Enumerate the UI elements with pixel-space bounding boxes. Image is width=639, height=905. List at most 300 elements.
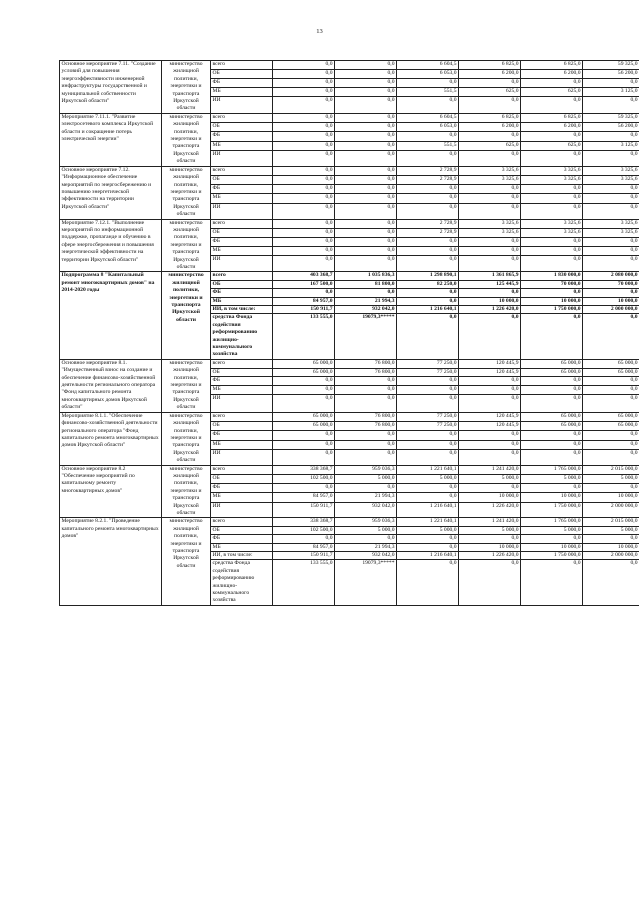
amount-cell: 0,0 — [397, 289, 459, 297]
amount-cell: 0,0 — [397, 377, 459, 386]
amount-cell: 0,0 — [335, 431, 397, 440]
measure-name-cell: Мероприятие 7.11.1. "Развитие электросетевого комплекса Иркутской области и сокращение потерь электрической энергии" — [60, 113, 162, 166]
amount-cell: 0,0 — [459, 97, 521, 114]
amount-cell: 0,0 — [521, 431, 583, 440]
amount-cell: 1 035 836,3 — [335, 272, 397, 280]
amount-cell: 6 200,0 — [459, 70, 521, 79]
amount-cell: 21 994,3 — [335, 543, 397, 551]
amount-cell: 2 000 000,0 — [583, 502, 639, 518]
amount-cell: 65 000,0 — [583, 422, 639, 431]
amount-cell: 0,0 — [335, 535, 397, 543]
amount-cell: 0,0 — [335, 185, 397, 194]
amount-cell: 625,0 — [459, 88, 521, 97]
amount-cell: 0,0 — [273, 255, 335, 271]
table-row — [60, 166, 639, 175]
funding-source-cell: ОБ — [211, 280, 273, 288]
amount-cell: 0,0 — [583, 79, 639, 88]
amount-cell: 0,0 — [273, 289, 335, 297]
amount-cell: 0,0 — [335, 255, 397, 271]
table-row — [60, 465, 639, 474]
amount-cell: 0,0 — [397, 194, 459, 203]
amount-cell: 0,0 — [583, 484, 639, 493]
amount-cell: 150 911,7 — [273, 552, 335, 560]
amount-cell: 5 000,0 — [335, 474, 397, 483]
measure-name-cell: Мероприятие 7.12.1. "Выполнение мероприятий по информационной поддержке, пропаганде и обучению в сфере энергосбережения и повышения энергетической эффективности на территории Иркутской области" — [60, 219, 162, 272]
amount-cell: 76 800,0 — [335, 412, 397, 421]
amount-cell: 3 325,6 — [521, 219, 583, 228]
funding-source-cell: ОБ — [211, 70, 273, 79]
amount-cell: 0,0 — [335, 151, 397, 167]
amount-cell: 932 042,0 — [335, 502, 397, 518]
amount-cell: 102 500,0 — [273, 526, 335, 534]
executor-cell: министерство жилищной политики, энергетики и транспорта Иркутской области — [162, 518, 211, 605]
funding-source-cell: всего — [211, 272, 273, 280]
amount-cell: 0,0 — [335, 219, 397, 228]
amount-cell: 0,0 — [459, 560, 521, 605]
amount-cell: 0,0 — [397, 493, 459, 502]
budget-table — [59, 60, 639, 606]
amount-cell: 0,0 — [521, 194, 583, 203]
amount-cell: 125 445,9 — [459, 280, 521, 288]
amount-cell: 59 325,0 — [583, 61, 639, 70]
amount-cell: 0,0 — [583, 237, 639, 246]
amount-cell: 0,0 — [521, 450, 583, 465]
funding-source-cell: МБ — [211, 141, 273, 150]
amount-cell: 0,0 — [273, 246, 335, 255]
amount-cell: 0,0 — [583, 377, 639, 386]
amount-cell: 0,0 — [459, 194, 521, 203]
amount-cell: 6 053,0 — [397, 123, 459, 132]
amount-cell: 1 216 640,1 — [397, 306, 459, 314]
amount-cell: 3 125,0 — [583, 141, 639, 150]
funding-source-cell: ИИ — [211, 97, 273, 114]
amount-cell: 0,0 — [335, 377, 397, 386]
measure-name-cell: Мероприятие 8.1.1. "Обеспечение финансово-хозяйственной деятельности регионального оператора "Фонд капитального ремонта многоквартирных домов Иркутской области" — [60, 412, 162, 465]
amount-cell: 1 750 000,0 — [521, 502, 583, 518]
table-row — [60, 61, 639, 70]
amount-cell: 56 200,0 — [583, 123, 639, 132]
amount-cell: 0,0 — [521, 237, 583, 246]
amount-cell: 77 250,0 — [397, 368, 459, 377]
amount-cell: 2 728,9 — [397, 219, 459, 228]
funding-source-cell: всего — [211, 518, 273, 526]
amount-cell: 0,0 — [335, 61, 397, 70]
amount-cell: 3 325,6 — [459, 166, 521, 175]
amount-cell: 6 053,0 — [397, 70, 459, 79]
amount-cell: 0,0 — [459, 151, 521, 167]
funding-source-cell: МБ — [211, 386, 273, 395]
amount-cell: 0,0 — [397, 79, 459, 88]
amount-cell: 65 000,0 — [273, 422, 335, 431]
amount-cell: 1 765 000,0 — [521, 465, 583, 474]
measure-name-cell: Основное мероприятие 8.2 "Обеспечение мероприятий по капитальному ремонту многоквартирных домов" — [60, 465, 162, 518]
amount-cell: 0,0 — [583, 97, 639, 114]
funding-source-cell: МБ — [211, 493, 273, 502]
amount-cell: 0,0 — [397, 185, 459, 194]
amount-cell: 6 825,0 — [459, 113, 521, 122]
amount-cell: 0,0 — [397, 97, 459, 114]
amount-cell: 6 604,5 — [397, 113, 459, 122]
amount-cell: 59 325,0 — [583, 113, 639, 122]
amount-cell: 150 911,7 — [273, 502, 335, 518]
table-row — [60, 518, 639, 526]
amount-cell: 0,0 — [273, 132, 335, 141]
executor-cell: министерство жилищной политики, энергетики и транспорта Иркутской области — [162, 359, 211, 412]
amount-cell: 5 000,0 — [459, 474, 521, 483]
funding-source-cell: МБ — [211, 88, 273, 97]
amount-cell: 3 325,6 — [459, 228, 521, 237]
amount-cell: 76 800,0 — [335, 422, 397, 431]
funding-source-cell: ФБ — [211, 484, 273, 493]
amount-cell: 0,0 — [459, 314, 521, 359]
amount-cell: 2 080 000,0 — [583, 272, 639, 280]
amount-cell: 0,0 — [335, 113, 397, 122]
amount-cell: 1 241 420,0 — [459, 465, 521, 474]
amount-cell: 0,0 — [335, 289, 397, 297]
amount-cell: 2 000 000,0 — [583, 306, 639, 314]
funding-source-cell: ИИ — [211, 255, 273, 271]
amount-cell: 1 750 000,0 — [521, 306, 583, 314]
measure-name-cell: Подпрограмма 8 "Капитальный ремонт многоквартирных домов" на 2014-2020 годы — [60, 272, 162, 359]
funding-source-cell: ОБ — [211, 123, 273, 132]
amount-cell: 0,0 — [397, 255, 459, 271]
amount-cell: 2 728,9 — [397, 175, 459, 184]
amount-cell: 0,0 — [273, 194, 335, 203]
funding-source-cell: ИИ, в том числе: — [211, 306, 273, 314]
executor-cell: министерство жилищной политики, энергетики и транспорта Иркутской области — [162, 465, 211, 518]
amount-cell: 3 125,0 — [583, 88, 639, 97]
amount-cell: 0,0 — [583, 440, 639, 449]
amount-cell: 0,0 — [273, 141, 335, 150]
amount-cell: 959 036,3 — [335, 518, 397, 526]
amount-cell: 551,5 — [397, 141, 459, 150]
amount-cell: 625,0 — [521, 141, 583, 150]
funding-source-cell: ФБ — [211, 431, 273, 440]
amount-cell: 5 000,0 — [521, 526, 583, 534]
amount-cell: 1 241 420,0 — [459, 518, 521, 526]
amount-cell: 0,0 — [583, 185, 639, 194]
amount-cell: 0,0 — [521, 394, 583, 412]
funding-source-cell: ФБ — [211, 132, 273, 141]
amount-cell: 0,0 — [397, 132, 459, 141]
amount-cell: 0,0 — [397, 386, 459, 395]
amount-cell: 5 000,0 — [583, 474, 639, 483]
amount-cell: 0,0 — [459, 394, 521, 412]
amount-cell: 70 000,0 — [583, 280, 639, 288]
amount-cell: 0,0 — [335, 386, 397, 395]
amount-cell: 338 368,7 — [273, 465, 335, 474]
measure-name-cell: Основное мероприятие 7.12. "Информационное обеспечение мероприятий по энергосбережению и повышению энергетической эффективности на территории Иркутской области" — [60, 166, 162, 219]
measure-name-cell: Мероприятие 8.2.1. "Проведение капитального ремонта многоквартирных домов" — [60, 518, 162, 605]
amount-cell: 65 000,0 — [583, 359, 639, 368]
amount-cell: 0,0 — [273, 203, 335, 219]
funding-source-cell: всего — [211, 412, 273, 421]
amount-cell: 0,0 — [397, 203, 459, 219]
amount-cell: 10 000,0 — [521, 543, 583, 551]
amount-cell: 0,0 — [335, 194, 397, 203]
amount-cell: 0,0 — [397, 314, 459, 359]
amount-cell: 0,0 — [335, 175, 397, 184]
amount-cell: 0,0 — [583, 255, 639, 271]
amount-cell: 10 000,0 — [583, 297, 639, 305]
amount-cell: 0,0 — [273, 88, 335, 97]
amount-cell: 6 200,0 — [521, 70, 583, 79]
amount-cell: 0,0 — [273, 175, 335, 184]
amount-cell: 3 325,6 — [583, 228, 639, 237]
amount-cell: 0,0 — [273, 484, 335, 493]
amount-cell: 0,0 — [397, 151, 459, 167]
amount-cell: 0,0 — [397, 394, 459, 412]
amount-cell: 0,0 — [583, 132, 639, 141]
amount-cell: 0,0 — [397, 237, 459, 246]
amount-cell: 65 000,0 — [583, 368, 639, 377]
funding-source-cell: всего — [211, 465, 273, 474]
amount-cell: 3 325,6 — [583, 219, 639, 228]
amount-cell: 0,0 — [273, 166, 335, 175]
amount-cell: 76 800,0 — [335, 359, 397, 368]
amount-cell: 0,0 — [459, 237, 521, 246]
amount-cell: 0,0 — [335, 484, 397, 493]
amount-cell: 5 000,0 — [521, 474, 583, 483]
amount-cell: 0,0 — [273, 440, 335, 449]
amount-cell: 932 042,0 — [335, 552, 397, 560]
amount-cell: 5 000,0 — [335, 526, 397, 534]
amount-cell: 0,0 — [521, 185, 583, 194]
amount-cell: 1 361 865,9 — [459, 272, 521, 280]
amount-cell: 0,0 — [335, 132, 397, 141]
amount-cell: 0,0 — [273, 228, 335, 237]
amount-cell: 0,0 — [335, 203, 397, 219]
amount-cell: 0,0 — [273, 237, 335, 246]
amount-cell: 0,0 — [335, 394, 397, 412]
amount-cell: 1 750 000,0 — [521, 552, 583, 560]
funding-source-cell: МБ — [211, 194, 273, 203]
amount-cell: 1 221 640,1 — [397, 518, 459, 526]
amount-cell: 3 325,6 — [459, 219, 521, 228]
amount-cell: 150 911,7 — [273, 306, 335, 314]
amount-cell: 1 216 640,1 — [397, 552, 459, 560]
amount-cell: 133 555,0 — [273, 314, 335, 359]
amount-cell: 1 226 420,0 — [459, 552, 521, 560]
amount-cell: 0,0 — [459, 246, 521, 255]
amount-cell: 21 994,3 — [335, 493, 397, 502]
funding-source-cell: ИИ — [211, 394, 273, 412]
amount-cell: 5 000,0 — [397, 526, 459, 534]
amount-cell: 0,0 — [335, 246, 397, 255]
amount-cell: 0,0 — [521, 314, 583, 359]
funding-source-cell: всего — [211, 113, 273, 122]
amount-cell: 0,0 — [459, 203, 521, 219]
amount-cell: 19079,3***** — [335, 560, 397, 605]
amount-cell: 2 728,9 — [397, 228, 459, 237]
amount-cell: 0,0 — [583, 450, 639, 465]
amount-cell: 167 500,0 — [273, 280, 335, 288]
amount-cell: 65 000,0 — [273, 368, 335, 377]
amount-cell: 0,0 — [273, 394, 335, 412]
amount-cell: 0,0 — [459, 132, 521, 141]
amount-cell: 0,0 — [459, 484, 521, 493]
amount-cell: 70 000,0 — [521, 280, 583, 288]
amount-cell: 932 042,0 — [335, 306, 397, 314]
amount-cell: 0,0 — [521, 151, 583, 167]
amount-cell: 0,0 — [397, 560, 459, 605]
funding-source-cell: ИИ — [211, 450, 273, 465]
amount-cell: 77 250,0 — [397, 422, 459, 431]
amount-cell: 1 221 640,1 — [397, 465, 459, 474]
amount-cell: 0,0 — [397, 431, 459, 440]
funding-source-cell: всего — [211, 219, 273, 228]
funding-source-cell: всего — [211, 166, 273, 175]
measure-name-cell: Основное мероприятие 8.1. "Имущественный взнос на создание и обеспечение финансово-хозяйственной деятельности регионального оператора "Фонд капитального ремонта многоквартирных домов Иркутской области" — [60, 359, 162, 412]
amount-cell: 6 825,0 — [459, 61, 521, 70]
amount-cell: 0,0 — [459, 386, 521, 395]
funding-source-cell: ОБ — [211, 368, 273, 377]
amount-cell: 81 800,0 — [335, 280, 397, 288]
amount-cell: 56 200,0 — [583, 70, 639, 79]
amount-cell: 0,0 — [459, 185, 521, 194]
amount-cell: 0,0 — [521, 132, 583, 141]
amount-cell: 65 000,0 — [273, 412, 335, 421]
amount-cell: 0,0 — [583, 194, 639, 203]
amount-cell: 2 015 000,0 — [583, 465, 639, 474]
amount-cell: 65 000,0 — [521, 422, 583, 431]
amount-cell: 0,0 — [273, 79, 335, 88]
amount-cell: 120 445,9 — [459, 359, 521, 368]
measure-name-cell: Основное мероприятие 7.11. "Создание условий для повышения энергоэффективности инженерной инфраструктуры государственной и муниципальной собственности Иркутской области" — [60, 61, 162, 114]
amount-cell: 0,0 — [583, 535, 639, 543]
amount-cell: 0,0 — [335, 70, 397, 79]
amount-cell: 0,0 — [583, 314, 639, 359]
amount-cell: 65 000,0 — [521, 412, 583, 421]
amount-cell: 76 800,0 — [335, 368, 397, 377]
amount-cell: 0,0 — [459, 431, 521, 440]
amount-cell: 0,0 — [521, 560, 583, 605]
executor-cell: министерство жилищной политики, энергетики и транспорта Иркутской области — [162, 272, 211, 359]
amount-cell: 0,0 — [273, 377, 335, 386]
amount-cell: 0,0 — [459, 450, 521, 465]
funding-source-cell: ОБ — [211, 228, 273, 237]
amount-cell: 0,0 — [273, 61, 335, 70]
amount-cell: 0,0 — [521, 289, 583, 297]
amount-cell: 5 000,0 — [583, 526, 639, 534]
amount-cell: 10 000,0 — [583, 543, 639, 551]
funding-source-cell: всего — [211, 359, 273, 368]
table-row — [60, 272, 639, 280]
funding-source-cell: МБ — [211, 543, 273, 551]
amount-cell: 1 765 000,0 — [521, 518, 583, 526]
amount-cell: 3 325,6 — [459, 175, 521, 184]
amount-cell: 1 298 890,1 — [397, 272, 459, 280]
funding-source-cell: МБ — [211, 297, 273, 305]
amount-cell: 77 250,0 — [397, 412, 459, 421]
amount-cell: 0,0 — [273, 151, 335, 167]
amount-cell: 0,0 — [583, 289, 639, 297]
amount-cell: 0,0 — [583, 431, 639, 440]
amount-cell: 133 555,0 — [273, 560, 335, 605]
amount-cell: 10 000,0 — [459, 297, 521, 305]
amount-cell: 0,0 — [583, 560, 639, 605]
executor-cell: министерство жилищной политики, энергетики и транспорта Иркутской области — [162, 412, 211, 465]
amount-cell: 5 000,0 — [397, 474, 459, 483]
amount-cell: 0,0 — [397, 543, 459, 551]
amount-cell: 0,0 — [459, 289, 521, 297]
amount-cell: 0,0 — [397, 440, 459, 449]
amount-cell: 10 000,0 — [459, 493, 521, 502]
table-row — [60, 412, 639, 421]
table-row — [60, 113, 639, 122]
amount-cell: 6 825,0 — [521, 61, 583, 70]
amount-cell: 0,0 — [335, 166, 397, 175]
amount-cell: 0,0 — [335, 97, 397, 114]
amount-cell: 0,0 — [459, 255, 521, 271]
amount-cell: 120 445,9 — [459, 368, 521, 377]
amount-cell: 1 830 000,0 — [521, 272, 583, 280]
funding-source-cell: ОБ — [211, 474, 273, 483]
amount-cell: 0,0 — [335, 450, 397, 465]
amount-cell: 6 200,0 — [459, 123, 521, 132]
executor-cell: министерство жилищной политики, энергетики и транспорта Иркутской области — [162, 61, 211, 114]
funding-source-cell: ФБ — [211, 185, 273, 194]
amount-cell: 0,0 — [273, 386, 335, 395]
amount-cell: 0,0 — [273, 185, 335, 194]
amount-cell: 0,0 — [273, 431, 335, 440]
amount-cell: 0,0 — [273, 97, 335, 114]
amount-cell: 338 368,7 — [273, 518, 335, 526]
amount-cell: 82 250,0 — [397, 280, 459, 288]
amount-cell: 0,0 — [583, 386, 639, 395]
amount-cell: 0,0 — [459, 440, 521, 449]
amount-cell: 0,0 — [273, 123, 335, 132]
funding-source-cell: ФБ — [211, 237, 273, 246]
amount-cell: 0,0 — [335, 123, 397, 132]
amount-cell: 10 000,0 — [521, 297, 583, 305]
amount-cell: 0,0 — [397, 535, 459, 543]
funding-source-cell: ОБ — [211, 422, 273, 431]
amount-cell: 0,0 — [335, 79, 397, 88]
amount-cell: 84 957,0 — [273, 297, 335, 305]
amount-cell: 120 445,9 — [459, 412, 521, 421]
amount-cell: 0,0 — [521, 484, 583, 493]
amount-cell: 77 250,0 — [397, 359, 459, 368]
amount-cell: 6 604,5 — [397, 61, 459, 70]
amount-cell: 65 000,0 — [583, 412, 639, 421]
amount-cell: 3 325,6 — [583, 166, 639, 175]
amount-cell: 403 368,7 — [273, 272, 335, 280]
funding-source-cell: ФБ — [211, 79, 273, 88]
amount-cell: 1 216 640,1 — [397, 502, 459, 518]
amount-cell: 0,0 — [273, 70, 335, 79]
amount-cell: 0,0 — [335, 237, 397, 246]
executor-cell: министерство жилищной политики, энергетики и транспорта Иркутской области — [162, 166, 211, 219]
amount-cell: 625,0 — [459, 141, 521, 150]
funding-source-cell: средства Фонда содействия реформированию жилищно-коммунального хозяйства — [211, 314, 273, 359]
amount-cell: 0,0 — [521, 386, 583, 395]
amount-cell: 0,0 — [335, 228, 397, 237]
amount-cell: 65 000,0 — [521, 368, 583, 377]
funding-source-cell: МБ — [211, 440, 273, 449]
table-row — [60, 219, 639, 228]
funding-source-cell: МБ — [211, 246, 273, 255]
amount-cell: 0,0 — [397, 246, 459, 255]
amount-cell: 3 325,6 — [583, 175, 639, 184]
amount-cell: 21 994,3 — [335, 297, 397, 305]
amount-cell: 0,0 — [521, 440, 583, 449]
amount-cell: 102 500,0 — [273, 474, 335, 483]
amount-cell: 0,0 — [459, 535, 521, 543]
funding-source-cell: ИИ — [211, 151, 273, 167]
amount-cell: 2 728,9 — [397, 166, 459, 175]
funding-source-cell: ФБ — [211, 377, 273, 386]
